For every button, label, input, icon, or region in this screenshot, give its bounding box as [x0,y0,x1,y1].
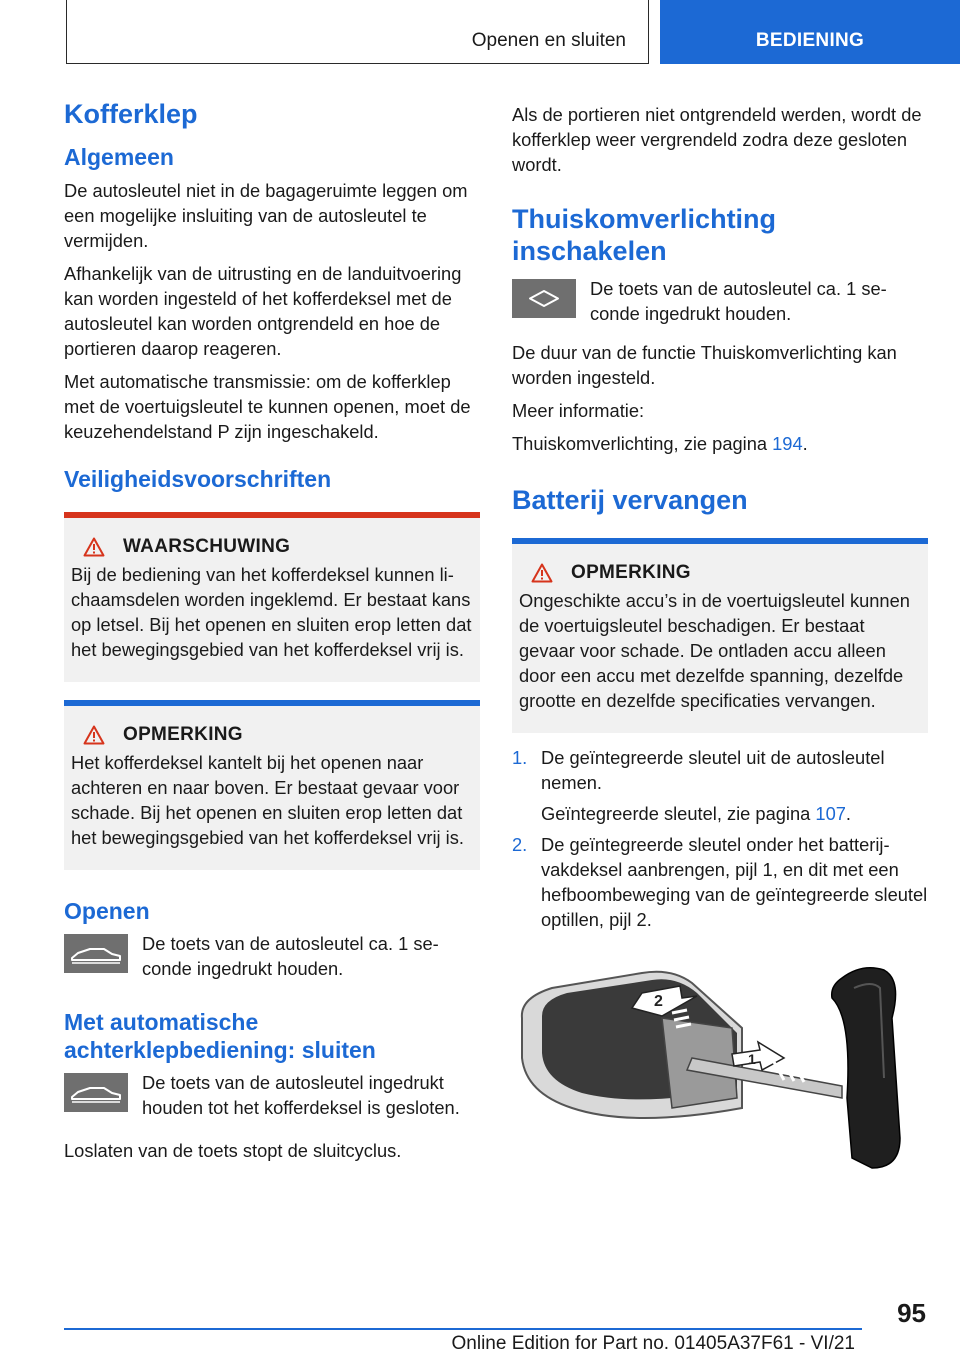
thuis-key-row [512,276,928,326]
list-item [512,832,928,932]
sluiten-text: De toets van de autosleutel ingedrukt houden tot het kofferdeksel is gesloten. [142,1072,460,1119]
page-number: 95 [897,1298,926,1328]
warning-triangle-icon [83,537,105,557]
trunk-key-icon [64,934,128,973]
heading-veiligheid: Veiligheidsvoorschriften [64,465,332,492]
note-text: Het kofferdeksel kantelt bij het openen naar achteren en naar boven. Er bestaat gevaar voor schade. Bij het openen en sluiten erop letten dat het bewegingsgebied van het kofferdeksel vrij is. [71,751,464,848]
step-number: 1. [512,747,528,769]
step-reference [541,801,928,826]
light-key-icon [512,279,576,318]
openen-key-row [64,931,480,981]
trunk-key-icon [64,1073,128,1112]
heading-algemeen: Algemeen [64,144,174,171]
reference-text: Thuiskomverlichting, zie pagina [512,432,773,454]
note-title: OPMERKING [123,723,243,745]
warning-text: Bij de bediening van het kofferdeksel kunnen lichaamsdelen worden ingeklemd. Er bestaat kans op letsel. Bij het openen en sluiten erop letten dat het bewegingsgebied van het kofferdeksel vrij is. [71,563,472,660]
caution-triangle-icon [83,725,105,745]
paragraph: Meer informatie: [512,399,645,421]
thuis-key-text: De toets van de autosleutel ca. 1 seconde ingedrukt houden. [590,277,887,324]
note-title: OPMERKING [571,562,691,584]
note-box [512,538,928,733]
thuis-reference [512,431,928,456]
intro-text: Als de portieren niet ontgrendeld werden, wordt de kofferklep weer vergrendeld zodra deze gesloten wordt. [512,104,922,175]
arrow-1-label: 1 [748,1051,756,1068]
header-section-title: Openen en sluiten [471,30,626,51]
warning-title-row [71,536,473,558]
step-text: De geïntegreerde sleutel onder het batterijvakdeksel aanbrengen, pijl 1, en dit met een hefboombeweging van de geïntegreerde sleutel optillen, pijl 2. [541,834,928,931]
left-column [64,98,480,1163]
heading-openen: Openen [64,897,150,924]
paragraph: De autosleutel niet in de bagageruimte leggen om een mogelijke insluiting van de autosleutel te vermijden. [64,179,468,251]
page-title: Kofferklep [64,99,198,129]
reference-text: Geïntegreerde sleutel, zie pagina [541,803,816,825]
page-link-107[interactable]: 107 [815,803,846,825]
openen-text: De toets van de autosleutel ca. 1 seconde ingedrukt houden. [142,933,439,980]
right-column [512,102,928,1193]
header-chapter-tab[interactable] [660,0,960,64]
reference-end: . [802,432,808,454]
heading-batterij: Batterij vervangen [512,484,748,515]
note-box [64,700,480,870]
paragraph: Afhankelijk van de uitrusting en de landuitvoering kan worden ingesteld of het kofferdeksel met de autosleutel kan worden ontgrendeld en hoe de portieren daarop reageren. [64,262,462,359]
heading-thuiskomverlichting: Thuiskomverlichting inschakelen [512,204,777,267]
step-number: 2. [512,834,528,856]
header-frame [66,0,649,64]
paragraph: De duur van de functie Thuiskomverlichting kan worden ingesteld. [512,341,897,388]
step-text: De geïntegreerde sleutel uit de autosleutel nemen. [541,747,885,794]
header-chapter-label: BEDIENING [755,30,865,51]
list-item [512,745,928,826]
footer-edition: Online Edition for Part no. 01405A37F61 - VI/21 [451,1333,855,1354]
paragraph: Met automatische transmissie: om de kofferklep met de voertuigsleutel te kunnen openen, moet de keuzehendelstand P zijn ingeschakeld. [64,370,471,442]
sluiten-key-row [64,1070,480,1120]
reference-end: . [845,803,852,825]
steps-list [512,745,928,932]
note-text: Ongeschikte accu’s in de voertuigsleutel kunnen de voertuigsleutel beschadigen. Er bestaat gevaar voor schade. De ontladen accu alleen door een accu met dezelfde spanning, dezelfde grootte en dezelfde specificaties vervangen. [519,590,910,712]
caution-triangle-icon [531,563,553,583]
warning-title: WAARSCHUWING [123,535,291,557]
note-title-row [519,562,921,584]
note-title-row [71,724,473,746]
key-illustration [512,958,928,1188]
loslaten-text: Loslaten van de toets stopt de sluitcyclus. [64,1140,402,1162]
warning-box [64,512,480,682]
footer-rule [64,1328,862,1330]
page-link-194[interactable]: 194 [772,432,803,454]
arrow-2-label: 2 [654,993,663,1011]
heading-sluiten: Met automatische achterklepbediening: sluiten [64,1009,376,1063]
